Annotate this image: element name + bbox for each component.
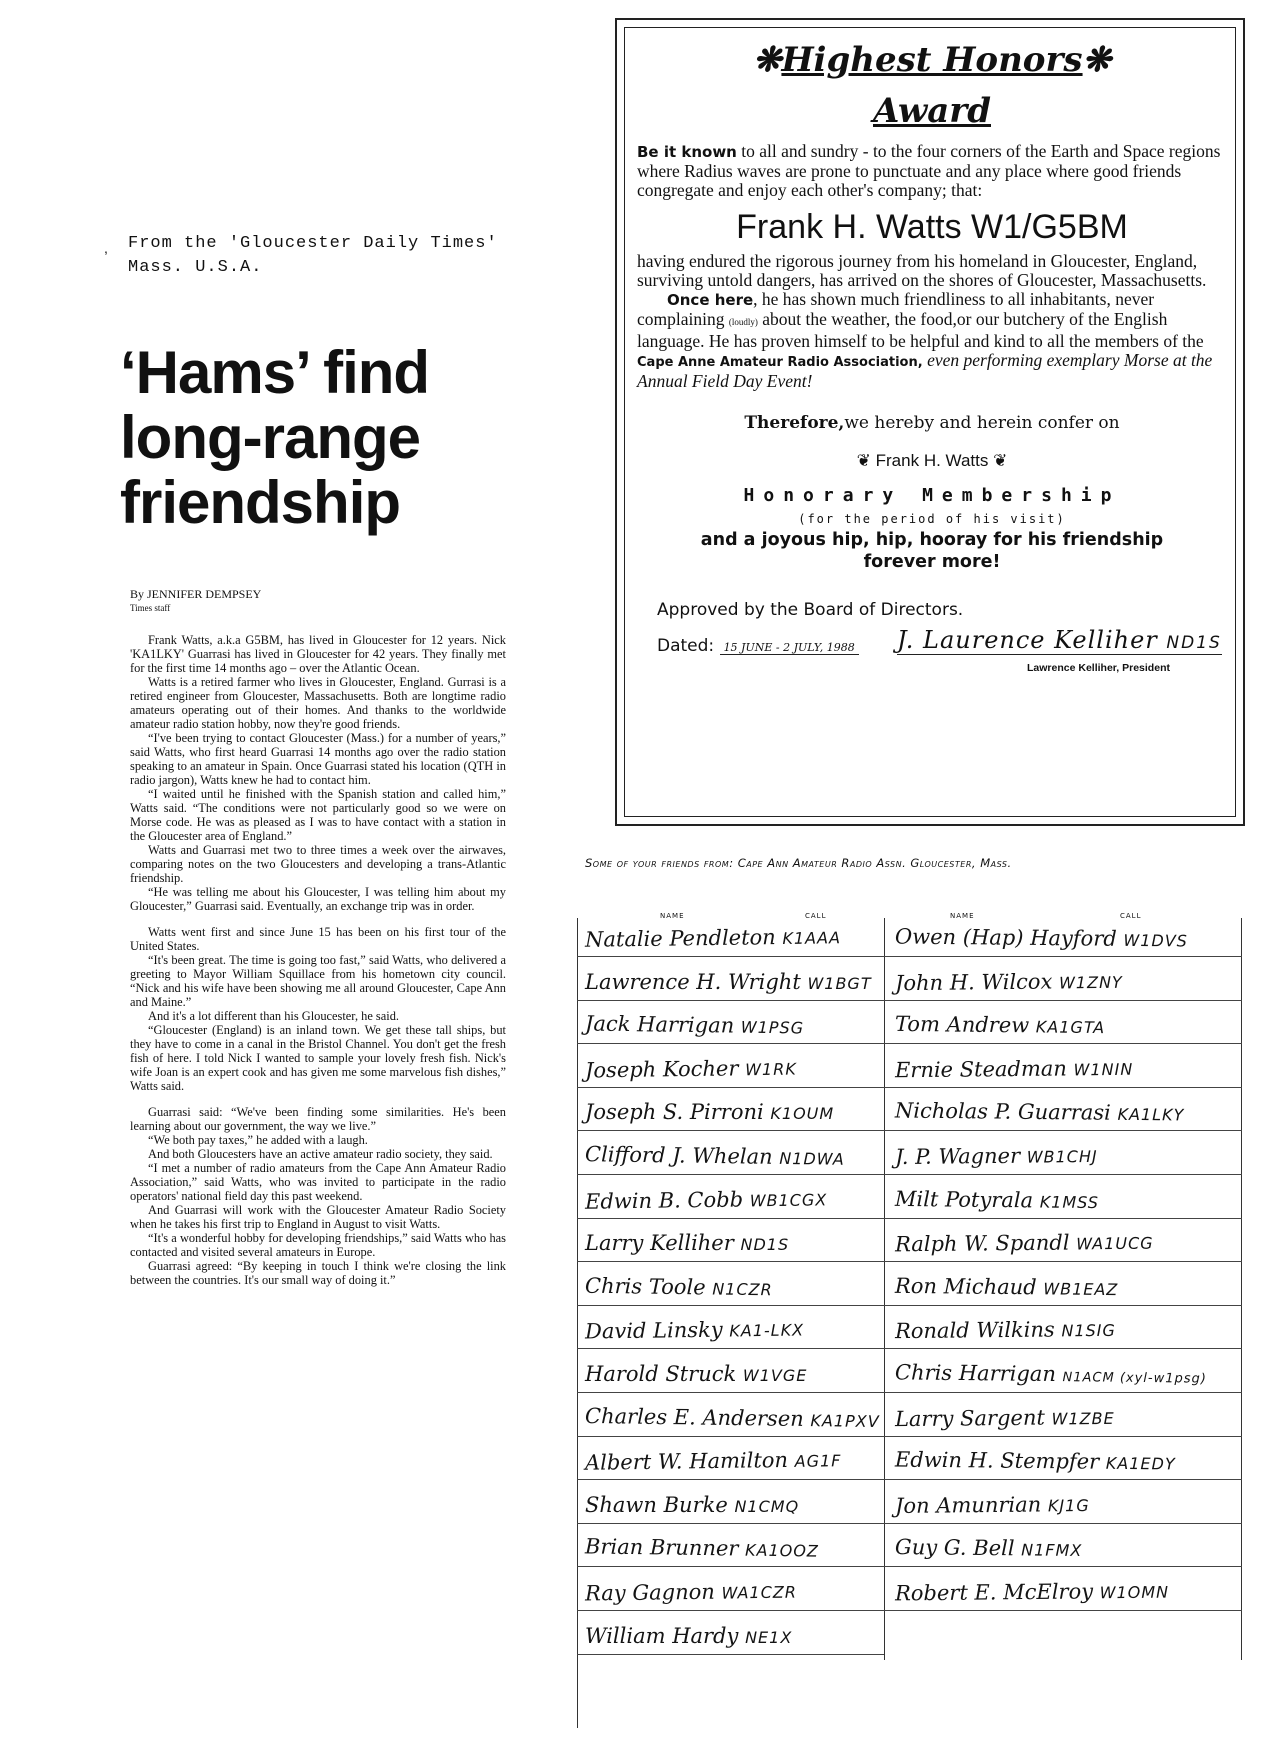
member-call: KA1PXV xyxy=(810,1410,880,1431)
byline-staff: Times staff xyxy=(130,603,171,613)
member-signature: David Linsky xyxy=(584,1317,723,1344)
member-signature: John H. Wilcox xyxy=(894,969,1053,995)
member-signature: Joseph S. Pirroni xyxy=(585,1100,764,1125)
member-call: KA1LKY xyxy=(1117,1105,1185,1125)
certificate-title-text: Highest Honors xyxy=(781,40,1083,80)
member-call: N1ACM (xyl-w1psg) xyxy=(1062,1370,1207,1387)
roster-row-rule xyxy=(577,1566,1242,1567)
member-call: K1AAA xyxy=(782,928,842,949)
roster-entry xyxy=(585,924,841,952)
member-call: W1DVS xyxy=(1123,930,1188,951)
therefore-text: we hereby and herein confer on xyxy=(844,413,1120,433)
member-signature: Edwin B. Cobb xyxy=(584,1187,744,1214)
roster-entry xyxy=(895,1404,1115,1430)
roster-row-rule xyxy=(577,1218,1242,1219)
member-signature: William Hardy xyxy=(585,1623,739,1648)
member-call: KA1GTA xyxy=(1035,1017,1106,1038)
member-signature: Joseph Kocher xyxy=(584,1056,739,1083)
member-signature: Nicholas P. Guarrasi xyxy=(894,1098,1111,1126)
roster-entry xyxy=(895,968,1123,994)
member-call: ND1S xyxy=(740,1235,790,1255)
headline-line-3: friendship xyxy=(120,469,401,536)
roster-entry xyxy=(895,1012,1105,1038)
roster-entry xyxy=(895,1187,1099,1213)
intro-bold: Be it known xyxy=(637,143,737,161)
byline-author: By JENNIFER DEMPSEY xyxy=(130,587,262,601)
member-signature: Ralph W. Spandl xyxy=(894,1230,1070,1257)
member-signature: Tom Andrew xyxy=(894,1012,1030,1038)
headline xyxy=(120,340,520,535)
roster-entry xyxy=(895,1535,1083,1561)
once-here-text-b: about the weather, the food,or our butchery of the English language. He has proven himself to be helpful and kind to all the members of the xyxy=(637,309,1204,351)
clipping-source xyxy=(128,232,568,280)
roster-row-rule xyxy=(577,956,1242,957)
roster-entry xyxy=(895,1143,1098,1169)
member-call: AG1F xyxy=(794,1451,842,1472)
signature-call: ND1S xyxy=(1166,633,1222,653)
leaf-ornament-icon: ❦ xyxy=(856,451,871,470)
member-call: WA1UCG xyxy=(1076,1233,1154,1254)
roster-entry xyxy=(895,1230,1154,1257)
member-signature: Clifford J. Whelan xyxy=(584,1142,773,1169)
approved-line: Approved by the Board of Directors. xyxy=(657,600,964,620)
member-signature: Milt Potyrala xyxy=(894,1186,1034,1212)
member-signature: Lawrence H. Wright xyxy=(585,969,801,994)
roster-entry xyxy=(895,1448,1176,1475)
article-paragraph: “I met a number of radio amateurs from the Cape Ann Amateur Radio Association,” said Watts, who was invited to participate in the radio operators' national field day this past weekend. xyxy=(130,1161,506,1203)
roster-row-rule xyxy=(577,1130,1242,1131)
member-call: K1MSS xyxy=(1039,1192,1100,1212)
roster-entry xyxy=(585,1535,819,1562)
member-call: W1VGE xyxy=(742,1366,808,1385)
certificate-content xyxy=(637,38,1227,676)
member-call: KA1EDY xyxy=(1105,1453,1176,1474)
member-signature: Owen (Hap) Hayford xyxy=(894,924,1117,951)
roster-entry xyxy=(585,1273,773,1300)
signature-name: J. Laurence Kelliher xyxy=(897,626,1158,654)
member-call: WB1CGX xyxy=(749,1189,828,1210)
headline-line-1: ‘Hams’ find xyxy=(120,339,430,406)
member-signature: Chris Harrigan xyxy=(894,1360,1057,1387)
roster-row-rule xyxy=(577,1087,1242,1088)
forever-line: forever more! xyxy=(863,552,1001,572)
roster-entry xyxy=(895,1099,1185,1126)
member-call: N1DWA xyxy=(779,1148,845,1169)
roster-row-rule xyxy=(577,1348,1242,1349)
member-signature: Larry Sargent xyxy=(894,1405,1045,1431)
member-call: N1FMX xyxy=(1021,1540,1083,1561)
roster-row-rule xyxy=(577,1261,1242,1262)
article-paragraph: “I've been trying to contact Gloucester (Mass.) for a number of years,” said Watts, who first heard Guarrasi 14 months ago over the radio station speaking to an amateur in Spain. Once Guarrasi stated his location (QTH in radio jargon), Watts knew he had to contact him. xyxy=(130,731,506,787)
roster-row-rule xyxy=(577,1392,1242,1393)
roster-entry xyxy=(585,1142,845,1170)
member-call: N1CZR xyxy=(712,1279,773,1300)
article-paragraph: And both Gloucesters have an active amateur radio society, they said. xyxy=(148,1147,493,1161)
member-signature: Ronald Wilkins xyxy=(894,1317,1055,1344)
roster-row-rule xyxy=(577,1479,1242,1480)
joyous-line: and a joyous hip, hip, hooray for his friendship xyxy=(700,530,1164,550)
roster-entry xyxy=(895,1360,1207,1387)
article-paragraph: “He was telling me about his Gloucester, I was telling him about my Gloucester,” Guarrasi said. Eventually, an exchange trip was in order. xyxy=(130,885,506,913)
org-name: Cape Anne Amateur Radio Association, xyxy=(637,355,923,370)
article-paragraph: Guarrasi said: “We've been finding some similarities. He's been learning about our government, the way we live.” xyxy=(130,1105,506,1133)
member-call: WB1CHJ xyxy=(1026,1146,1098,1167)
member-call: KA1OOZ xyxy=(744,1540,819,1562)
member-signature: Harold Struck xyxy=(585,1362,737,1386)
member-call: KA1-LKX xyxy=(729,1320,805,1341)
col-head-name-right: NAME xyxy=(950,912,975,920)
dated-label: Dated: xyxy=(657,636,715,656)
roster-row-rule xyxy=(577,1654,884,1655)
roster-rule-left xyxy=(577,918,578,1728)
member-signature: Shawn Burke xyxy=(585,1492,728,1517)
member-signature: Jack Harrigan xyxy=(584,1011,735,1038)
roster-row-rule xyxy=(577,1523,1242,1524)
roster-row-rule xyxy=(577,1436,1242,1437)
member-signature: Ray Gagnon xyxy=(584,1579,715,1606)
roster-entry xyxy=(585,1186,828,1213)
byline xyxy=(130,587,261,615)
member-call: NE1X xyxy=(745,1627,793,1647)
col-head-call-right: CALL xyxy=(1120,912,1142,920)
member-signature: Guy G. Bell xyxy=(894,1535,1015,1561)
roster-entry xyxy=(895,1056,1133,1082)
member-signature: Larry Kelliher xyxy=(585,1231,734,1256)
roster-entry xyxy=(895,1492,1090,1518)
article-paragraph: “We both pay taxes,” he added with a laugh. xyxy=(148,1133,368,1147)
member-call: W1PSG xyxy=(740,1017,805,1038)
member-call: W1RK xyxy=(745,1059,797,1080)
roster-entry xyxy=(585,1100,834,1124)
roster-rule-middle xyxy=(884,918,885,1660)
once-here-text-a: , he has shown much friendliness to all inhabitants, never complaining xyxy=(637,289,1155,329)
intro-text: to all and sundry - to the four corners of the Earth and Space regions where Radius waves are prone to punctuate and any place where good friends congregate and enjoy each other's company; that: xyxy=(637,141,1221,200)
article-paragraph: Watts and Guarrasi met two to three times a week over the airwaves, comparing notes on the two Gloucesters and developing a trans-Atlantic friendship. xyxy=(130,843,506,885)
member-call: WA1CZR xyxy=(721,1582,798,1603)
member-signature: Edwin H. Stempfer xyxy=(894,1447,1100,1474)
roster-row-rule xyxy=(577,1305,1242,1306)
article-paragraph: Frank Watts, a.k.a G5BM, has lived in Gloucester for 12 years. Nick 'KA1LKY' Guarrasi has lived in Gloucester for 42 years. They finally met for the first time 14 months ago – over the Atlantic Ocean. xyxy=(130,633,506,675)
member-signature: Robert E. McElroy xyxy=(894,1579,1094,1606)
roster-entry xyxy=(895,1317,1116,1343)
source-line-1: From the 'Gloucester Daily Times' xyxy=(128,234,498,253)
member-signature: J. P. Wagner xyxy=(894,1143,1021,1170)
roster-entry xyxy=(585,970,872,994)
roster-entry xyxy=(895,1579,1169,1606)
roster-entry xyxy=(585,1012,804,1039)
article-paragraph: Watts went first and since June 15 has been on his first tour of the United States. xyxy=(130,925,506,953)
certificate-award: Award xyxy=(873,91,991,131)
certificate-title xyxy=(637,38,1227,82)
roster-rule-right xyxy=(1241,918,1242,1660)
certificate-frank xyxy=(637,451,1227,471)
article-paragraph: Guarrasi agreed: “By keeping in touch I think we're closing the link between the countries. It's our small way of doing it.” xyxy=(130,1259,506,1287)
period-note: (for the period of his visit) xyxy=(798,512,1066,526)
member-call: W1OMN xyxy=(1099,1582,1170,1603)
article-paragraph: And Guarrasi will work with the Gloucester Amateur Radio Society when he takes his first trip to England in August to visit Watts. xyxy=(130,1203,506,1231)
frank-name: Frank H. Watts xyxy=(875,451,989,470)
certificate-once-here xyxy=(637,290,1227,391)
member-signature: Charles E. Andersen xyxy=(584,1403,804,1431)
loudly-note: (loudly) xyxy=(728,317,758,327)
roster-heading: Some of your friends from: Cape Ann Amateur Radio Assn. Gloucester, Mass. xyxy=(585,856,1012,870)
margin-mark: , xyxy=(104,240,108,256)
roster-entry xyxy=(585,1362,807,1386)
member-call: W1NIN xyxy=(1073,1059,1134,1080)
member-call: N1CMQ xyxy=(734,1496,800,1516)
therefore-bold: Therefore, xyxy=(744,413,845,433)
president-caption: Lawrence Kelliher, President xyxy=(1027,662,1170,674)
article-paragraph: And it's a lot different than his Gloucester, he said. xyxy=(148,1009,399,1023)
once-here-bold: Once here xyxy=(667,291,754,309)
article-paragraph: “It's been great. The time is going too fast,” said Watts, who delivered a greeting to Mayor William Squillace from his hometown city council. “Nick and his wife have been showing me all around Gloucester, Cape Ann and Maine.” xyxy=(130,953,506,1009)
member-call: W1BGT xyxy=(807,973,872,993)
roster-entry xyxy=(585,1055,797,1082)
roster-entry xyxy=(585,1447,842,1475)
member-signature: Ernie Steadman xyxy=(894,1056,1068,1083)
headline-line-2: long-range xyxy=(120,404,420,471)
member-call: N1SIG xyxy=(1061,1321,1116,1341)
roster-entry xyxy=(585,1231,789,1255)
roster-entry xyxy=(895,924,1188,951)
member-call: KJ1G xyxy=(1047,1495,1090,1516)
member-signature: Ron Michaud xyxy=(894,1273,1037,1300)
member-call: W1ZBE xyxy=(1051,1408,1115,1429)
roster-table xyxy=(577,918,1242,1728)
article-paragraph: “Gloucester (England) is an inland town. We get these tall ships, but they have to come in a canal in the Bristol Channel. You don't get the fresh fish of here. I told Nick I wanted to sample your lovely fresh fish. Nick's wife Joan is an expert cook and has given me some marvelous fish dishes,” Watts said. xyxy=(130,1023,506,1093)
president-signature xyxy=(897,626,1222,655)
leaf-ornament-icon: ❦ xyxy=(993,451,1008,470)
dated-line xyxy=(657,626,1227,676)
star-ornament-icon: ❋ xyxy=(1082,40,1112,80)
source-line-2: Mass. U.S.A. xyxy=(128,258,263,277)
performing-text: even performing exemplary Morse at the Annual Field Day Event! xyxy=(637,350,1213,391)
roster-entry xyxy=(585,1493,799,1517)
dated-value: 15 JUNE - 2 JULY, 1988 xyxy=(720,641,859,655)
member-signature: Natalie Pendleton xyxy=(584,925,776,952)
roster-row-rule xyxy=(577,1610,1242,1611)
member-call: K1OUM xyxy=(770,1104,835,1124)
article-paragraph: Watts is a retired farmer who lives in Gloucester, England. Gurrasi is a retired engineer from Gloucester, Massachusetts. Both are longtime radio amateurs operating out of their homes. And thanks to the worldwide amateur radio station hobby, now they're good friends. xyxy=(130,675,506,731)
member-signature: Jon Amunrian xyxy=(894,1492,1042,1518)
roster-row-rule xyxy=(577,1174,1242,1175)
member-signature: Chris Toole xyxy=(584,1273,706,1300)
roster-row-rule xyxy=(577,1000,1242,1001)
member-signature: Brian Brunner xyxy=(584,1534,739,1561)
roster-entry xyxy=(895,1274,1119,1300)
certificate-therefore xyxy=(637,413,1227,433)
roster-entry xyxy=(585,1579,797,1606)
member-call: W1ZNY xyxy=(1058,972,1123,993)
roster-row-rule xyxy=(577,1043,1242,1044)
honorary-membership: Honorary Membership xyxy=(743,485,1121,506)
article-paragraph: “It's a wonderful hobby for developing friendships,” said Watts who has contacted and visited several amateurs in Europe. xyxy=(130,1231,506,1259)
certificate-journey: having endured the rigorous journey from his homeland in Gloucester, England, surviving untold dangers, has arrived on the shores of Gloucester, Massachusetts. xyxy=(637,251,1207,290)
col-head-name-left: NAME xyxy=(660,912,685,920)
honoree-name: Frank H. Watts W1/G5BM xyxy=(736,208,1128,246)
roster-entry xyxy=(585,1624,792,1648)
roster-entry xyxy=(585,1317,804,1344)
member-signature: Albert W. Hamilton xyxy=(584,1448,789,1475)
certificate-intro xyxy=(637,142,1227,200)
roster-entry xyxy=(585,1404,880,1432)
member-call: WB1EAZ xyxy=(1043,1279,1119,1299)
article-paragraph: “I waited until he finished with the Spanish station and called him,” Watts said. “The conditions were not particularly good so we were on Morse code. He was as pleased as I was to have contact with a station in the Gloucester area of England.” xyxy=(130,787,506,843)
award-certificate xyxy=(615,18,1245,826)
article-body xyxy=(130,633,506,1287)
col-head-call-left: CALL xyxy=(805,912,827,920)
star-ornament-icon: ❋ xyxy=(752,40,782,80)
